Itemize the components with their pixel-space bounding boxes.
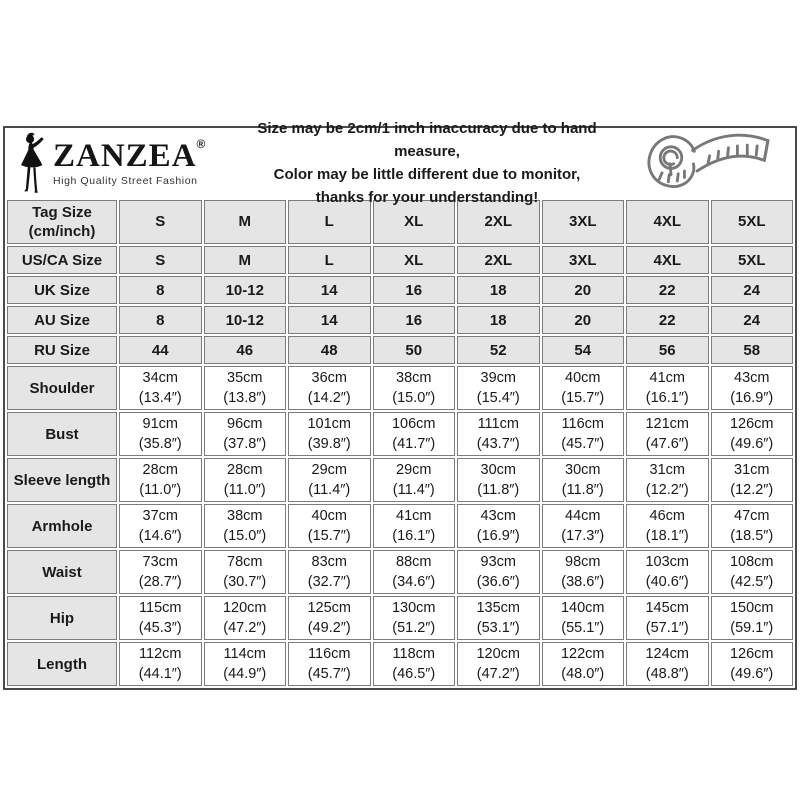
row-label-bust: Bust [7, 412, 117, 456]
size-cell: S [119, 200, 202, 244]
size-cell: 24 [711, 276, 794, 304]
size-cell: 3XL [542, 246, 625, 274]
measure-cell: 145cm (57.1″) [626, 596, 709, 640]
measure-cell: 120cm (47.2″) [457, 642, 540, 686]
size-cell: 4XL [626, 200, 709, 244]
size-cell: 48 [288, 336, 371, 364]
measure-cell: 28cm (11.0″) [204, 458, 287, 502]
measure-cell: 47cm (18.5″) [711, 504, 794, 548]
size-cell: 22 [626, 276, 709, 304]
table-row-au-size [7, 306, 793, 334]
measure-cell: 38cm (15.0″) [373, 366, 456, 410]
size-cell: M [204, 200, 287, 244]
measure-cell: 116cm (45.7″) [542, 412, 625, 456]
measure-cell: 44cm (17.3″) [542, 504, 625, 548]
table-row-sleeve-length [7, 458, 793, 502]
measure-cell: 112cm (44.1″) [119, 642, 202, 686]
measure-cell: 31cm (12.2″) [711, 458, 794, 502]
size-cell: 50 [373, 336, 456, 364]
measure-cell: 78cm (30.7″) [204, 550, 287, 594]
size-chart-table [5, 198, 795, 688]
notice-line-2: Color may be little different due to monitor, [273, 166, 581, 183]
size-cell: 10-12 [204, 276, 287, 304]
size-cell: 16 [373, 276, 456, 304]
size-cell: 5XL [711, 200, 794, 244]
size-cell: S [119, 246, 202, 274]
measure-cell: 29cm (11.4″) [373, 458, 456, 502]
measure-cell: 126cm (49.6″) [711, 642, 794, 686]
measure-cell: 150cm (59.1″) [711, 596, 794, 640]
brand-block [53, 136, 206, 187]
measure-cell: 37cm (14.6″) [119, 504, 202, 548]
size-cell: 4XL [626, 246, 709, 274]
size-cell: 46 [204, 336, 287, 364]
size-notice [237, 117, 617, 210]
measure-cell: 35cm (13.8″) [204, 366, 287, 410]
size-cell: 52 [457, 336, 540, 364]
table-row-armhole [7, 504, 793, 548]
measure-cell: 29cm (11.4″) [288, 458, 371, 502]
table-row-ru-size [7, 336, 793, 364]
size-cell: 20 [542, 276, 625, 304]
measure-cell: 31cm (12.2″) [626, 458, 709, 502]
notice-line-3: thanks for your understanding! [315, 189, 539, 207]
row-label-hip: Hip [7, 596, 117, 640]
row-label-sleeve-length: Sleeve length [7, 458, 117, 502]
measure-cell: 111cm (43.7″) [457, 412, 540, 456]
measure-cell: 28cm (11.0″) [119, 458, 202, 502]
measure-cell: 140cm (55.1″) [542, 596, 625, 640]
measure-cell: 30cm (11.8″) [542, 458, 625, 502]
size-cell: 44 [119, 336, 202, 364]
size-cell: XL [373, 200, 456, 244]
size-cell: 14 [288, 306, 371, 334]
measure-cell: 101cm (39.8″) [288, 412, 371, 456]
measure-cell: 103cm (40.6″) [626, 550, 709, 594]
row-label-waist: Waist [7, 550, 117, 594]
measure-cell: 122cm (48.0″) [542, 642, 625, 686]
measure-cell: 124cm (48.8″) [626, 642, 709, 686]
table-row-waist [7, 550, 793, 594]
measure-cell: 96cm (37.8″) [204, 412, 287, 456]
measure-cell: 43cm (16.9″) [711, 366, 794, 410]
measure-cell: 36cm (14.2″) [288, 366, 371, 410]
measure-cell: 115cm (45.3″) [119, 596, 202, 640]
measure-cell: 41cm (16.1″) [373, 504, 456, 548]
size-cell: 5XL [711, 246, 794, 274]
measure-cell: 108cm (42.5″) [711, 550, 794, 594]
measure-cell: 34cm (13.4″) [119, 366, 202, 410]
measure-cell: 73cm (28.7″) [119, 550, 202, 594]
measure-cell: 125cm (49.2″) [288, 596, 371, 640]
row-label-armhole: Armhole [7, 504, 117, 548]
measure-cell: 46cm (18.1″) [626, 504, 709, 548]
row-label-tag-size: Tag Size (cm/inch) [7, 200, 117, 244]
measure-cell: 135cm (53.1″) [457, 596, 540, 640]
size-cell: 18 [457, 306, 540, 334]
table-row-uk-size [7, 276, 793, 304]
size-cell: 14 [288, 276, 371, 304]
size-cell: 10-12 [204, 306, 287, 334]
row-label-uk-size: UK Size [7, 276, 117, 304]
row-label-ru-size: RU Size [7, 336, 117, 364]
size-cell: 2XL [457, 246, 540, 274]
table-row-shoulder [7, 366, 793, 410]
size-cell: 8 [119, 276, 202, 304]
measuring-tape-icon [630, 128, 782, 198]
table-row-us-ca-size [7, 246, 793, 274]
woman-silhouette-icon [13, 132, 51, 194]
measure-cell: 114cm (44.9″) [204, 642, 287, 686]
tape-icon-wrap [617, 128, 795, 198]
size-cell: 2XL [457, 200, 540, 244]
measure-cell: 30cm (11.8″) [457, 458, 540, 502]
measure-cell: 91cm (35.8″) [119, 412, 202, 456]
measure-cell: 38cm (15.0″) [204, 504, 287, 548]
measure-cell: 83cm (32.7″) [288, 550, 371, 594]
size-cell: XL [373, 246, 456, 274]
brand-tagline: High Quality Street Fashion [53, 174, 198, 187]
measure-cell: 118cm (46.5″) [373, 642, 456, 686]
size-cell: 3XL [542, 200, 625, 244]
size-cell: 58 [711, 336, 794, 364]
row-label-length: Length [7, 642, 117, 686]
measure-cell: 41cm (16.1″) [626, 366, 709, 410]
size-cell: 16 [373, 306, 456, 334]
measure-cell: 93cm (36.6″) [457, 550, 540, 594]
size-cell: 24 [711, 306, 794, 334]
measure-cell: 120cm (47.2″) [204, 596, 287, 640]
notice-line-1: Size may be 2cm/1 inch inaccuracy due to hand measure, [257, 119, 597, 160]
measure-cell: 130cm (51.2″) [373, 596, 456, 640]
size-cell: M [204, 246, 287, 274]
measure-cell: 126cm (49.6″) [711, 412, 794, 456]
size-cell: L [288, 246, 371, 274]
row-label-au-size: AU Size [7, 306, 117, 334]
measure-cell: 98cm (38.6″) [542, 550, 625, 594]
size-cell: 22 [626, 306, 709, 334]
size-cell: L [288, 200, 371, 244]
size-cell: 56 [626, 336, 709, 364]
size-cell: 18 [457, 276, 540, 304]
brand-name: ZANZEA [53, 137, 197, 174]
measure-cell: 39cm (15.4″) [457, 366, 540, 410]
header-band [5, 119, 795, 207]
registered-mark: ® [196, 136, 206, 151]
measure-cell: 43cm (16.9″) [457, 504, 540, 548]
measure-cell: 121cm (47.6″) [626, 412, 709, 456]
size-cell: 54 [542, 336, 625, 364]
size-cell: 20 [542, 306, 625, 334]
row-label-us-ca-size: US/CA Size [7, 246, 117, 274]
table-row-length [7, 642, 793, 686]
size-chart-panel [3, 119, 797, 690]
table-row-hip [7, 596, 793, 640]
measure-cell: 116cm (45.7″) [288, 642, 371, 686]
measure-cell: 40cm (15.7″) [542, 366, 625, 410]
measure-cell: 40cm (15.7″) [288, 504, 371, 548]
measure-cell: 88cm (34.6″) [373, 550, 456, 594]
table-row-bust [7, 412, 793, 456]
size-chart-body [7, 200, 793, 686]
size-cell: 8 [119, 306, 202, 334]
row-label-shoulder: Shoulder [7, 366, 117, 410]
zanzea-logo [5, 132, 237, 194]
measure-cell: 106cm (41.7″) [373, 412, 456, 456]
